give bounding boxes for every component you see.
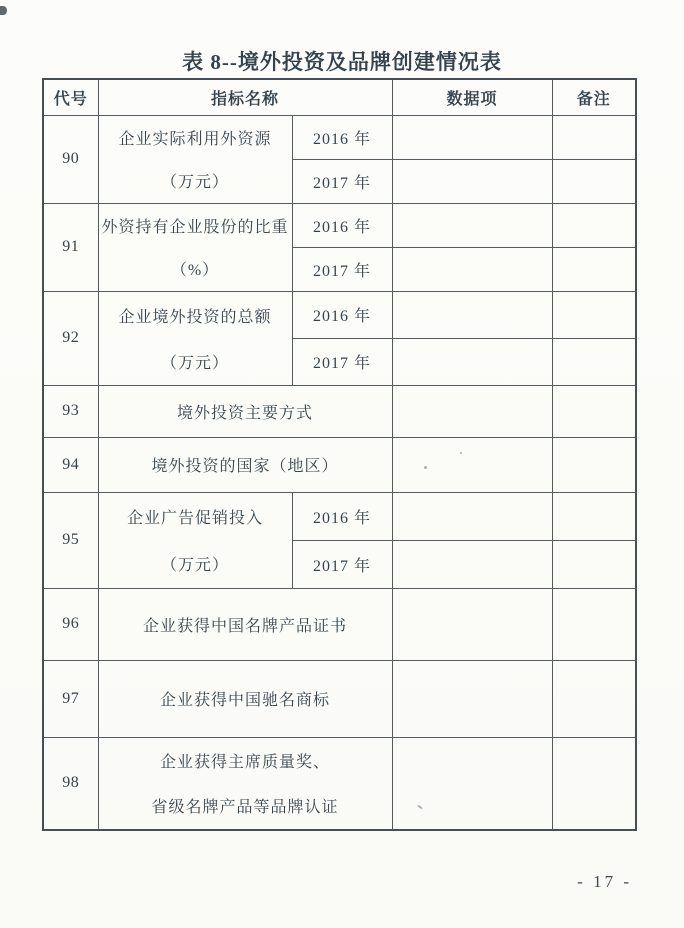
data-item-cell <box>392 660 552 737</box>
code-cell: 95 <box>43 492 98 588</box>
remark-cell <box>552 737 636 830</box>
year-label-cell: 2016 年 <box>292 203 392 247</box>
remark-cell <box>552 437 636 492</box>
data-item-cell <box>392 247 552 291</box>
remark-cell <box>552 492 636 540</box>
data-item-cell <box>392 338 552 385</box>
table-row <box>43 291 636 338</box>
page-number: - 17 - <box>577 872 632 891</box>
indicator-name-cell <box>98 115 292 203</box>
scan-artifact <box>460 452 462 454</box>
remark-cell <box>552 247 636 291</box>
remark-cell <box>552 660 636 737</box>
indicator-line-1: 企业获得主席质量奖、 <box>160 754 331 772</box>
remark-cell <box>552 385 636 437</box>
table-row <box>43 660 636 737</box>
year-label-cell: 2017 年 <box>292 338 392 385</box>
data-item-cell <box>392 385 552 437</box>
data-item-cell <box>392 115 552 159</box>
remark-cell <box>552 338 636 385</box>
code-cell: 90 <box>43 115 98 203</box>
indicator-line-1: 企业境外投资的总额 <box>118 308 272 326</box>
remark-cell <box>552 203 636 247</box>
code-cell: 91 <box>43 203 98 291</box>
year-label-cell: 2017 年 <box>292 247 392 291</box>
indicator-line-1: 外资持有企业股份的比重 <box>101 219 289 236</box>
remark-cell <box>552 115 636 159</box>
table-row <box>43 203 636 247</box>
data-item-cell <box>392 540 552 588</box>
header-indicator: 指标名称 <box>98 79 392 115</box>
table-row <box>43 492 636 540</box>
header-code: 代号 <box>43 79 98 115</box>
indicator-line-2: 省级名牌产品等品牌认证 <box>151 799 339 817</box>
year-label-cell: 2017 年 <box>292 159 392 203</box>
code-cell: 92 <box>43 291 98 385</box>
code-cell: 98 <box>43 737 98 830</box>
year-label-cell: 2016 年 <box>292 492 392 540</box>
code-cell: 96 <box>43 588 98 660</box>
indicator-name-cell: 企业获得中国名牌产品证书 <box>98 588 392 660</box>
indicator-line-1: 企业实际利用外资源 <box>118 131 272 148</box>
data-item-cell <box>392 203 552 247</box>
table-header-row <box>43 79 636 115</box>
data-item-cell <box>392 492 552 540</box>
investment-brand-table <box>42 78 637 831</box>
indicator-name-cell: 境外投资的国家（地区） <box>98 437 392 492</box>
table-row <box>43 385 636 437</box>
header-data-item: 数据项 <box>392 79 552 115</box>
scan-artifact <box>0 6 7 15</box>
table-row <box>43 737 636 830</box>
indicator-name-cell <box>98 203 292 291</box>
indicator-name-cell <box>98 291 292 385</box>
indicator-line-2: （%） <box>170 262 220 279</box>
indicator-name-cell <box>98 492 292 588</box>
data-item-cell <box>392 159 552 203</box>
indicator-name-cell <box>98 737 392 830</box>
code-cell: 93 <box>43 385 98 437</box>
year-label-cell: 2016 年 <box>292 115 392 159</box>
table-row <box>43 115 636 159</box>
remark-cell <box>552 159 636 203</box>
header-remark: 备注 <box>552 79 636 115</box>
data-item-cell <box>392 437 552 492</box>
table-row <box>43 588 636 660</box>
indicator-line-2: （万元） <box>160 354 229 372</box>
table-row <box>43 437 636 492</box>
remark-cell <box>552 540 636 588</box>
indicator-line-1: 企业广告促销投入 <box>126 510 263 527</box>
year-label-cell: 2016 年 <box>292 291 392 338</box>
page-title: 表 8--境外投资及品牌创建情况表 <box>182 50 502 74</box>
scan-artifact <box>424 466 427 469</box>
remark-cell <box>552 291 636 338</box>
indicator-line-2: （万元） <box>160 174 229 191</box>
indicator-name-cell: 企业获得中国驰名商标 <box>98 660 392 737</box>
data-item-cell <box>392 291 552 338</box>
year-label-cell: 2017 年 <box>292 540 392 588</box>
data-item-cell <box>392 737 552 830</box>
code-cell: 94 <box>43 437 98 492</box>
code-cell: 97 <box>43 660 98 737</box>
data-item-cell <box>392 588 552 660</box>
indicator-name-cell: 境外投资主要方式 <box>98 385 392 437</box>
indicator-line-2: （万元） <box>160 557 229 574</box>
remark-cell <box>552 588 636 660</box>
